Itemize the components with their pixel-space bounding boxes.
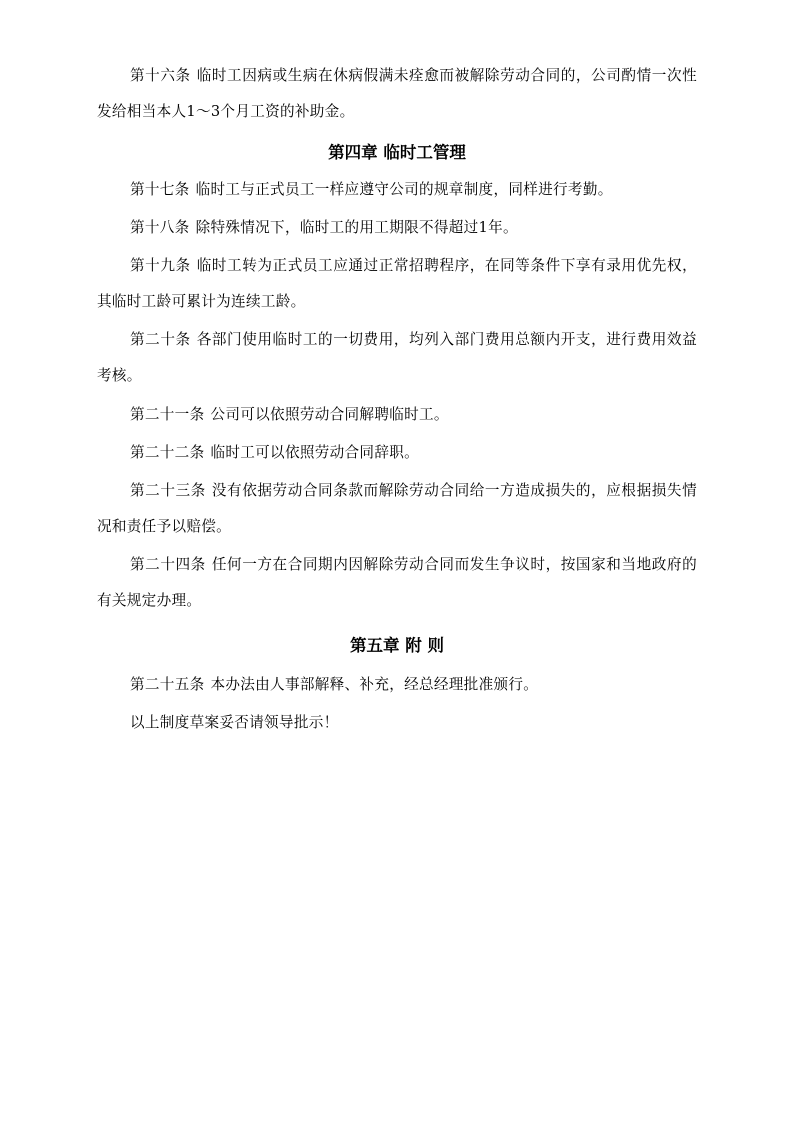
article-text: 临时工因病或生病在休病假满未痊愈而被解除劳动合同的，公司酌情一次性发给相当本人1～3个月工资的补助金。 [97,67,698,120]
article-text: 临时工可以依照劳动合同辞职。 [210,444,419,461]
article-text: 临时工转为正式员工应通过正常招聘程序，在同等条件下享有录用优先权，其临时工龄可累计为连续工龄。 [97,257,698,310]
article-text: 本办法由人事部解释、补充，经总经理批准颁行。 [210,676,539,693]
article-text: 除特殊情况下，临时工的用工期限不得超过1年。 [195,219,518,236]
article-19 [97,248,697,320]
article-18 [97,210,697,246]
article-text: 没有依据劳动合同条款而解除劳动合同给一方造成损失的，应根据损失情况和责任予以赔偿。 [97,482,697,535]
article-number: 第十六条 [130,67,191,84]
article-17 [97,172,697,208]
article-text: 任何一方在合同期内因解除劳动合同而发生争议时，按国家和当地政府的有关规定办理。 [97,556,697,609]
article-number: 第二十三条 [130,482,206,499]
article-number: 第十七条 [130,181,190,198]
chapter-4-heading: 第四章 临时工管理 [328,143,466,162]
article-20 [97,322,697,394]
article-number: 第十九条 [130,257,191,274]
article-number: 第十八条 [130,219,190,236]
article-25 [97,667,697,703]
article-number: 第二十条 [130,331,191,348]
chapter-5-heading: 第五章 附 则 [350,636,444,655]
article-text: 公司可以依照劳动合同解聘临时工。 [210,406,449,423]
article-16 [97,58,697,130]
article-number: 第二十二条 [130,444,205,461]
article-text: 临时工与正式员工一样应遵守公司的规章制度，同样进行考勤。 [195,181,613,198]
article-22 [97,435,697,471]
article-number: 第二十一条 [130,406,205,423]
article-23 [97,473,697,545]
article-24 [97,547,697,619]
article-21 [97,397,697,433]
closing-line: 以上制度草案妥否请领导批示！ [130,714,339,731]
article-number: 第二十四条 [130,556,206,573]
article-text: 各部门使用临时工的一切费用，均列入部门费用总额内开支，进行费用效益考核。 [97,331,698,384]
article-number: 第二十五条 [130,676,205,693]
